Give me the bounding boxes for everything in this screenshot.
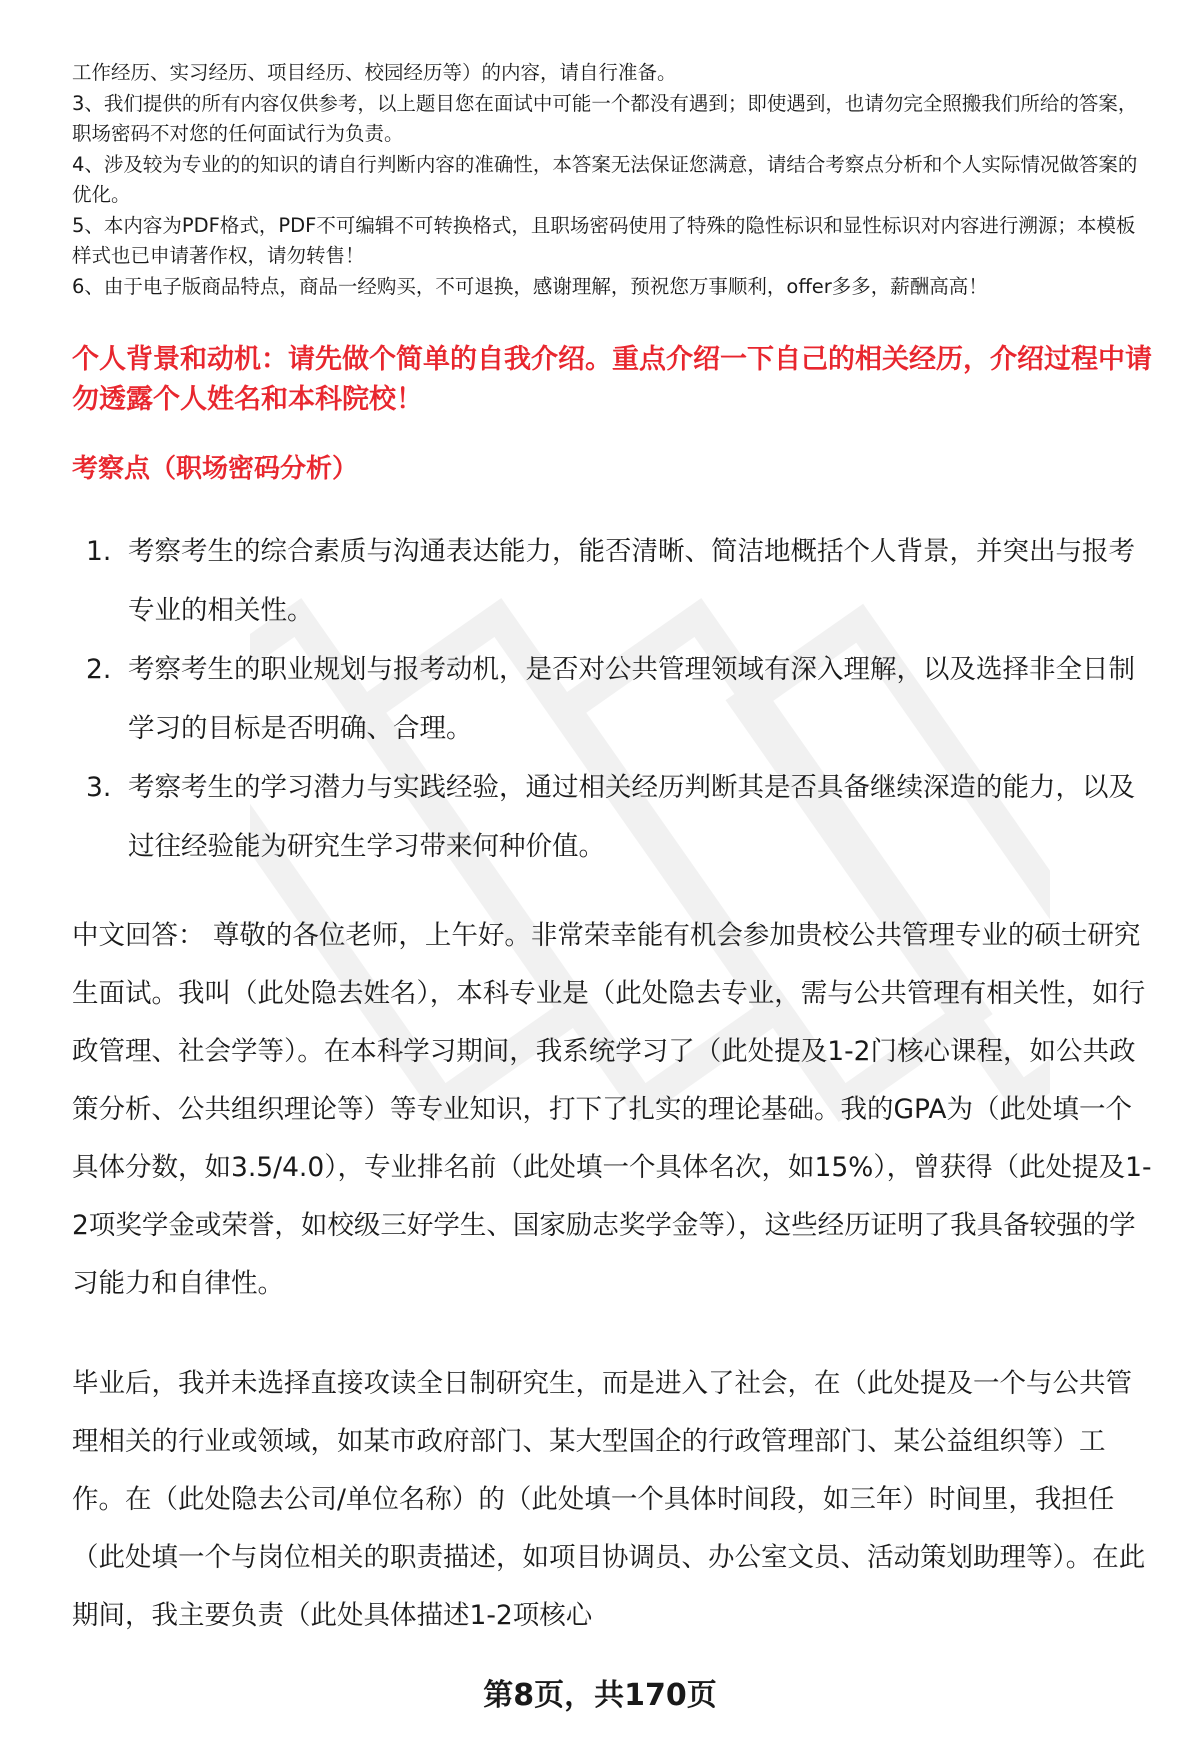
notes-section — [72, 58, 1152, 302]
note-line: 工作经历、实习经历、项目经历、校园经历等）的内容，请自行准备。 — [72, 61, 677, 84]
note-line: 3、我们提供的所有内容仅供参考，以上题目您在面试中可能一个都没有遇到；即使遇到，也请勿完全照搬我们所给的答案，职场密码不对您的任何面试行为负责。 — [72, 91, 1138, 145]
list-item-text: 考察考生的学习潜力与实践经验，通过相关经历判断其是否具备继续深造的能力，以及过往经验能为研究生学习带来何种价值。 — [128, 772, 1135, 862]
list-number: 3. — [86, 772, 112, 803]
answer-paragraph: 中文回答： 尊敬的各位老师，上午好。非常荣幸能有机会参加贵校公共管理专业的硕士研究生面试。我叫（此处隐去姓名），本科专业是（此处隐去专业，需与公共管理有相关性，如行政管理、社会学等）。在本科学习期间，我系统学习了（此处提及1-2门核心课程，如公共政策分析、公共组织理论等）等专业知识，打下了扎实的理论基础。我的GPA为（此处填一个具体分数，如3.5/4.0），专业排名前（此处填一个具体名次，如15%），曾获得（此处提及1-2项奖学金或荣誉，如校级三好学生、国家励志奖学金等），这些经历证明了我具备较强的学习能力和自律性。 — [72, 920, 1152, 1299]
list-item — [72, 640, 1152, 758]
list-item — [72, 758, 1152, 876]
question-heading: 个人背景和动机：请先做个简单的自我介绍。重点介绍一下自己的相关经历，介绍过程中请勿透露个人姓名和本科院校！ — [72, 344, 1152, 415]
page-footer: 第8页，共170页 — [483, 1678, 717, 1713]
list-item — [72, 522, 1152, 640]
analysis-title: 考察点（职场密码分析） — [72, 454, 359, 484]
analysis-points-list — [72, 522, 1152, 876]
answer-paragraph: 毕业后，我并未选择直接攻读全日制研究生，而是进入了社会，在（此处提及一个与公共管理相关的行业或领域，如某市政府部门、某大型国企的行政管理部门、某公益组织等）工作。在（此处隐去公司/单位名称）的（此处填一个具体时间段，如三年）时间里，我担任（此处填一个与岗位相关的职责描述，如项目协调员、办公室文员、活动策划助理等）。在此期间，我主要负责（此处具体描述1-2项核心 — [72, 1368, 1146, 1631]
list-number: 2. — [86, 654, 112, 685]
note-line: 4、涉及较为专业的的知识的请自行判断内容的准确性，本答案无法保证您满意，请结合考察点分析和个人实际情况做答案的优化。 — [72, 152, 1138, 206]
note-line: 5、本内容为PDF格式，PDF不可编辑不可转换格式，且职场密码使用了特殊的隐性标识和显性标识对内容进行溯源；本模板样式也已申请著作权，请勿转售！ — [72, 213, 1136, 267]
list-number: 1. — [86, 536, 112, 567]
list-item-text: 考察考生的职业规划与报考动机，是否对公共管理领域有深入理解，以及选择非全日制学习的目标是否明确、合理。 — [128, 654, 1135, 744]
note-line: 6、由于电子版商品特点，商品一经购买，不可退换，感谢理解，预祝您万事顺利，offer多多，薪酬高高！ — [72, 274, 988, 298]
list-item-text: 考察考生的综合素质与沟通表达能力，能否清晰、简洁地概括个人背景，并突出与报考专业的相关性。 — [128, 536, 1135, 626]
